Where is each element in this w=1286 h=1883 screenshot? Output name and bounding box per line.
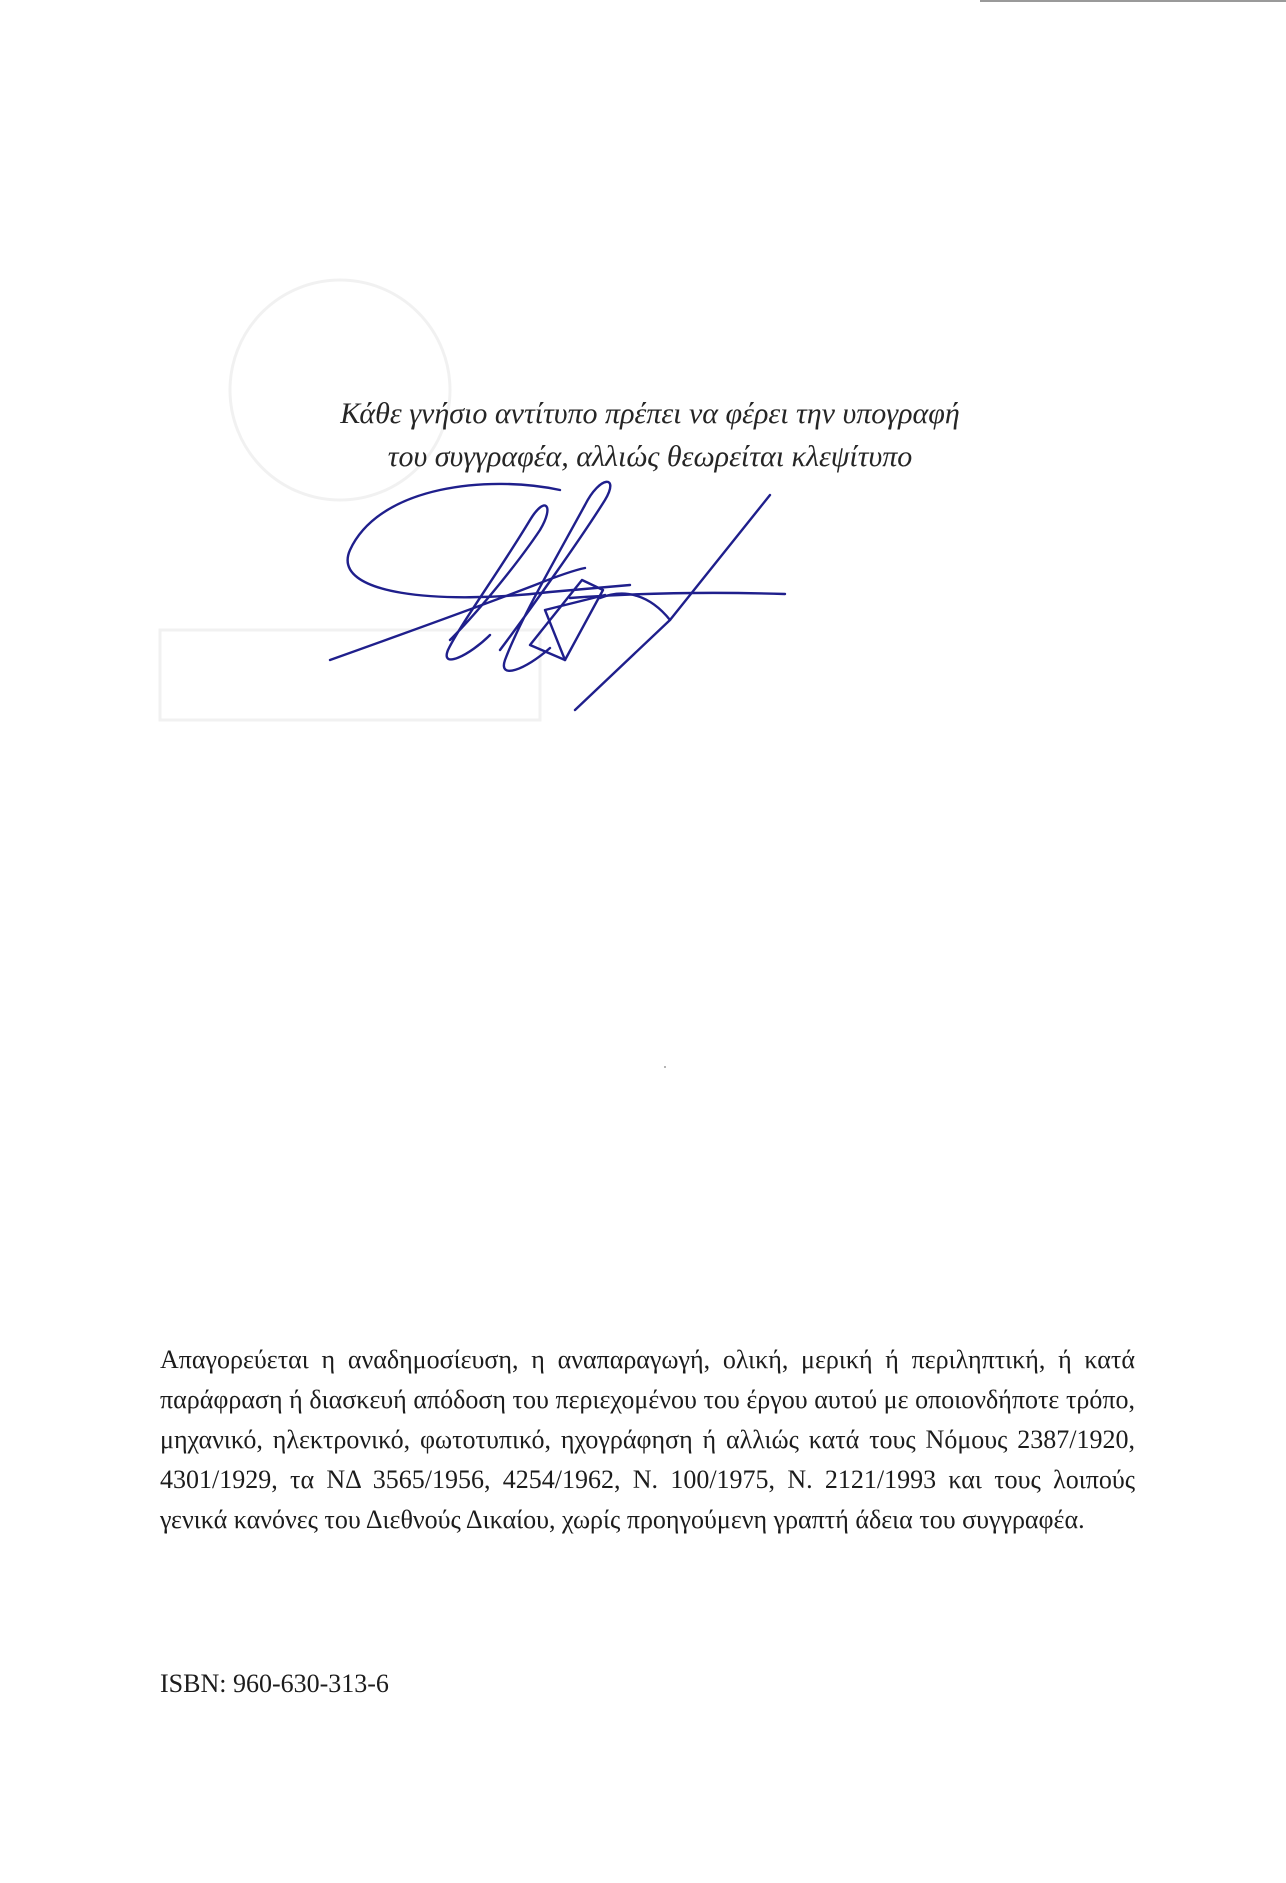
scan-speck bbox=[664, 1066, 666, 1068]
author-signature bbox=[320, 470, 840, 740]
notice-line-2: του συγγραφέα, αλλιώς θεωρείται κλεψίτυπο bbox=[387, 440, 913, 473]
copyright-notice bbox=[160, 1340, 1135, 1540]
copyright-paragraph: Απαγορεύεται η αναδημοσίευση, η αναπαραγωγή, ολική, μερική ή περιληπτική, ή κατά παράφραση ή διασκευή απόδοση του περιεχομένου του έργου αυτού με οποιονδήποτε τρόπο, μηχανικό, ηλεκτρονικό, φωτοτυπικό, ηχογράφηση ή αλλιώς κατά τους Νόμους 2387/1920, 4301/1929, τα ΝΔ 3565/1956, 4254/1962, Ν. 100/1975, Ν. 2121/1993 και τους λοιπούς γενικά κανόνες του Διεθνούς Δικαίου, χωρίς προηγούμενη γραπτή άδεια του συγγραφέα. bbox=[160, 1345, 1135, 1534]
isbn-line: ISBN: 960-630-313-6 bbox=[160, 1669, 389, 1698]
authenticity-notice bbox=[200, 392, 1100, 478]
notice-line-1: Κάθε γνήσιο αντίτυπο πρέπει να φέρει την υπογραφή bbox=[340, 397, 960, 430]
scan-edge-line bbox=[980, 0, 1286, 2]
